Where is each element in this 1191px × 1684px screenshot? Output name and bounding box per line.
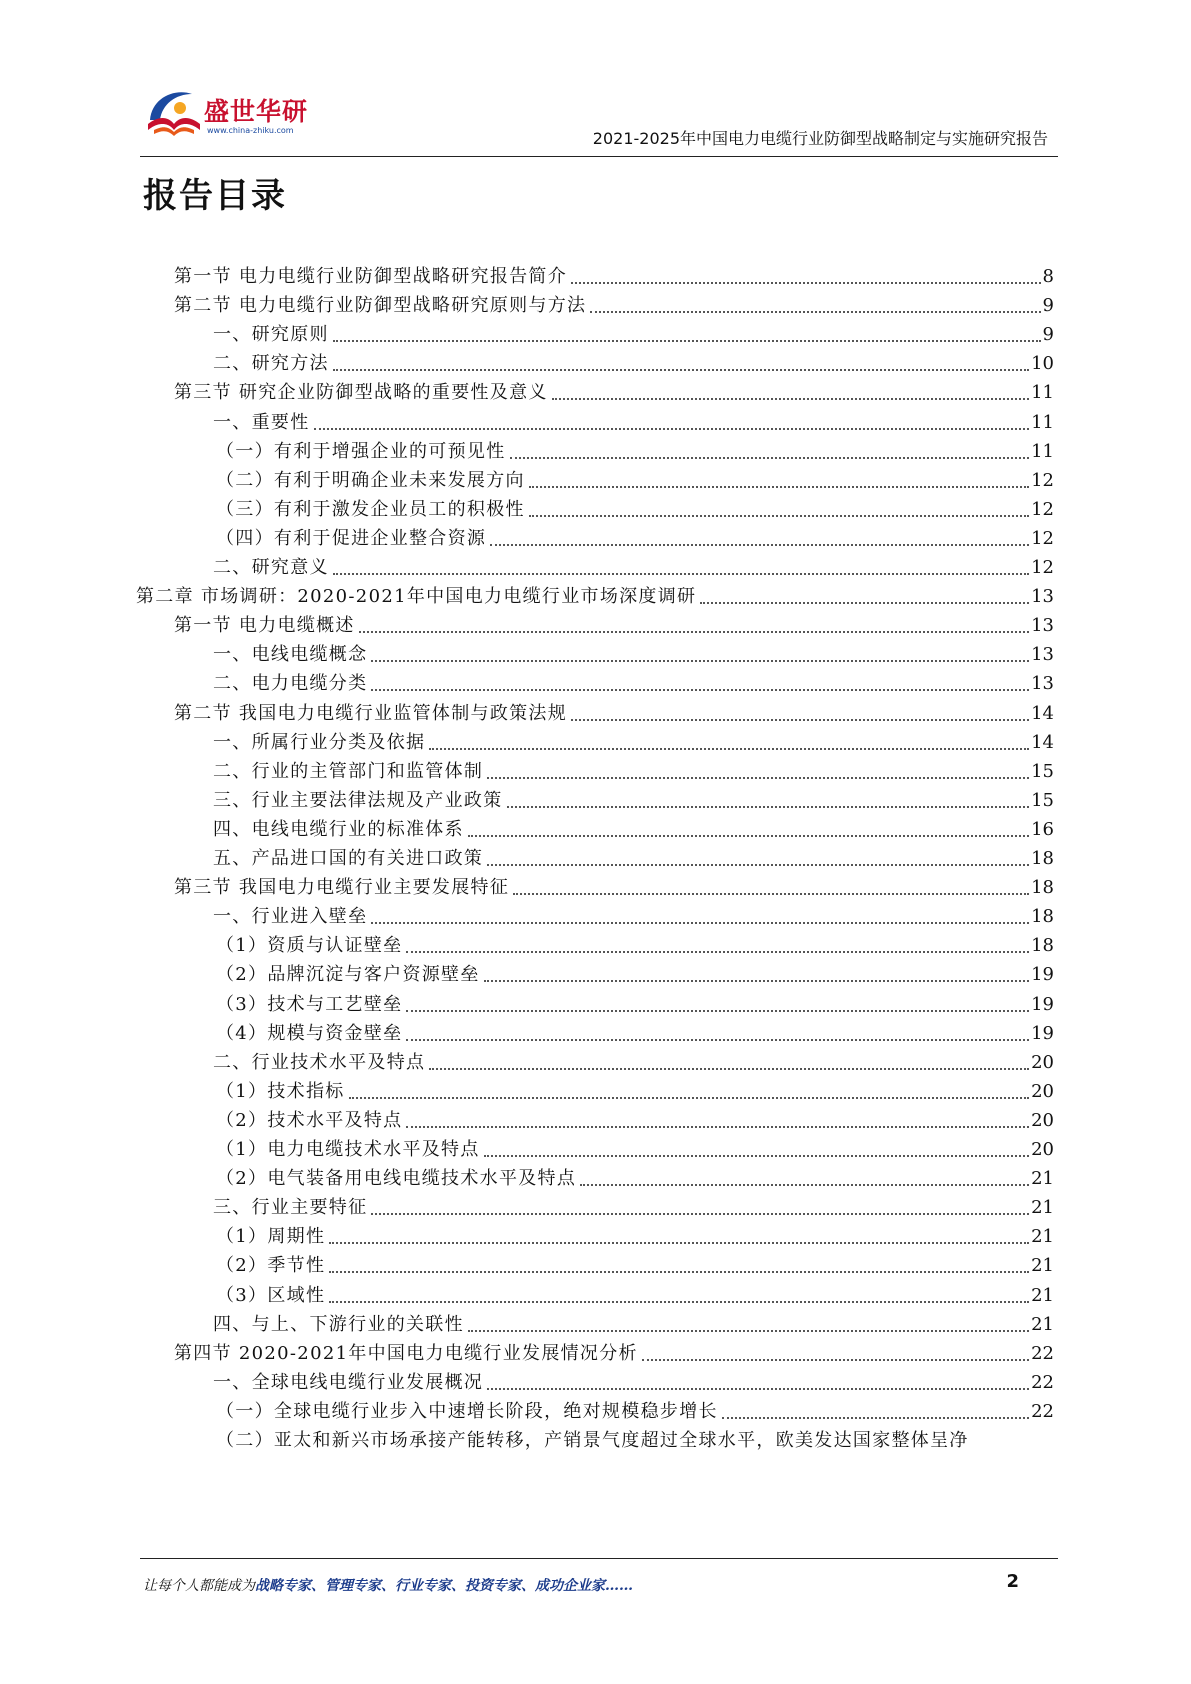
toc-dot-leader [507,806,1030,808]
toc-entry[interactable] [174,696,1054,726]
toc-entry-title: （三）有利于激发企业员工的积极性 [216,498,525,520]
toc-entry-title: （2）季节性 [216,1255,326,1277]
toc-entry[interactable] [216,1074,1054,1104]
toc-entry-title: （1）资质与认证壁垒 [216,935,403,957]
toc-dot-leader [406,1039,1029,1041]
toc-dot-leader [700,602,1029,604]
toc-dot-leader [571,282,1041,284]
toc-entry-page: 12 [1031,498,1054,520]
toc-entry[interactable] [213,899,1054,929]
toc-entry-title: （4）规模与资金壁垒 [216,1022,403,1044]
toc-dot-leader [333,573,1029,575]
toc-entry[interactable] [216,1103,1054,1133]
toc-entry-page: 21 [1031,1197,1054,1219]
toc-entry[interactable] [216,987,1054,1017]
toc-dot-leader [722,1417,1029,1419]
toc-entry-title: 三、行业主要法律法规及产业政策 [213,789,503,811]
toc-dot-leader [329,1242,1029,1244]
toc-entry-title: （2）技术水平及特点 [216,1109,403,1131]
toc-dot-leader [429,748,1029,750]
page-heading: 报告目录 [143,176,287,216]
toc-entry-title: 四、电线电缆行业的标准体系 [213,818,464,840]
toc-entry-page: 18 [1031,906,1054,928]
slogan-prefix: 让每个人都能成为 [143,1578,255,1594]
toc-entry-title: 第二章 市场调研：2020-2021年中国电力电缆行业市场深度调研 [136,586,697,608]
toc-dot-leader [529,515,1029,517]
toc-dot-leader [349,1097,1030,1099]
toc-entry[interactable] [216,492,1054,522]
toc-dot-leader [490,544,1029,546]
toc-entry-page: 12 [1031,557,1054,578]
toc-dot-leader [406,1010,1029,1012]
toc-entry-title: 二、行业技术水平及特点 [213,1051,426,1073]
toc-entry[interactable] [213,405,1054,435]
toc-entry-page: 12 [1031,469,1054,491]
toc-dot-leader [513,893,1029,895]
toc-dot-leader [371,1213,1029,1215]
toc-entry-page: 13 [1031,673,1054,695]
toc-dot-leader [406,951,1029,953]
toc-dot-leader [484,1155,1029,1157]
toc-dot-leader [314,428,1030,430]
toc-entry-title: （1）周期性 [216,1226,326,1248]
toc-dot-leader [571,719,1029,721]
toc-entry-title: （2）电气装备用电线电缆技术水平及特点 [216,1168,577,1190]
toc-entry-page: 21 [1031,1313,1054,1335]
toc-entry-page: 14 [1031,731,1054,753]
toc-entry-title: （3）区域性 [216,1284,326,1306]
toc-dot-leader [329,1301,1029,1303]
toc-entry-page: 15 [1031,760,1054,782]
toc-entry-title: （四）有利于促进企业整合资源 [216,527,487,549]
toc-dot-leader [333,369,1029,371]
toc-entry-title: 一、研究原则 [213,324,329,346]
toc-dot-leader [468,1330,1029,1332]
toc-entry-title: 五、产品进口国的有关进口政策 [213,848,484,869]
toc-entry-title: （二）有利于明确企业未来发展方向 [216,469,525,491]
toc-entry-page: 22 [1031,1400,1054,1422]
toc-entry-title: 第二节 电力电缆行业防御型战略研究原则与方法 [174,295,587,317]
toc-entry-page: 19 [1031,993,1054,1015]
toc-dot-leader [552,398,1029,400]
toc-entry-title: 一、全球电线电缆行业发展概况 [213,1371,484,1393]
toc-entry[interactable] [213,666,1054,696]
toc-entry-title: （1）电力电缆技术水平及特点 [216,1139,480,1160]
toc-entry[interactable] [216,957,1054,987]
toc-dot-leader [333,340,1041,342]
toc-entry-page: 22 [1031,1371,1054,1393]
toc-entry[interactable] [216,1248,1054,1278]
toc-entry[interactable] [174,1336,1054,1366]
toc-entry-page: 16 [1031,818,1054,840]
toc-entry-page: 11 [1031,411,1054,433]
toc-entry-title: 第三节 我国电力电缆行业主要发展特征 [174,877,510,899]
company-logo [144,80,314,146]
toc-entry-title: 第四节 2020-2021年中国电力电缆行业发展情况分析 [174,1342,638,1364]
toc-entry-page: 11 [1031,382,1054,404]
toc-entry-title: 二、研究方法 [213,353,329,375]
toc-entry-page: 18 [1031,848,1054,869]
toc-dot-leader [487,777,1029,779]
toc-entry-title: 二、研究意义 [213,557,329,578]
toc-dot-leader [487,864,1029,866]
toc-dot-leader [529,486,1029,488]
toc-entry-page: 11 [1031,440,1054,462]
toc-entry-page: 18 [1031,935,1054,957]
toc-entry-page: 13 [1031,586,1054,608]
toc-entry[interactable] [213,1307,1054,1337]
toc-entry[interactable] [216,928,1054,958]
toc-entry[interactable] [216,434,1054,464]
logo-name: 盛世华研 [204,97,309,126]
toc-entry[interactable] [213,783,1054,813]
toc-entry[interactable] [216,1016,1054,1046]
toc-dot-leader [510,457,1030,459]
toc-entry-title: 第一节 电力电缆行业防御型战略研究报告简介 [174,266,568,287]
toc-entry-title: （3）技术与工艺壁垒 [216,993,403,1015]
toc-entry[interactable] [213,1190,1054,1220]
toc-entry-title: 四、与上、下游行业的关联性 [213,1313,464,1335]
toc-entry-title: （二）亚太和新兴市场承接产能转移，产销景气度超过全球水平，欧美发达国家整体呈净 [216,1430,969,1451]
toc-dot-leader [371,660,1029,662]
toc-entry[interactable] [213,317,1054,347]
toc-entry-page: 10 [1031,353,1054,375]
report-title: 2021-2025年中国电力电缆行业防御型战略制定与实施研究报告 [592,129,1048,148]
toc-entry[interactable] [174,608,1054,638]
toc-entry-title: （1）技术指标 [216,1080,345,1102]
toc-entry-page: 19 [1031,964,1054,986]
toc-entry[interactable] [213,841,1054,871]
toc-entry-title: （一）全球电缆行业步入中速增长阶段，绝对规模稳步增长 [216,1400,718,1422]
toc-entry[interactable] [213,812,1054,842]
page-number: 2 [1006,1571,1019,1592]
toc-entry-title: （一）有利于增强企业的可预见性 [216,440,506,462]
toc-entry[interactable] [174,259,1054,289]
page-header [140,80,1058,158]
toc-entry[interactable] [213,346,1054,376]
toc-entry[interactable] [216,1394,1054,1424]
toc-entry[interactable] [174,375,1054,405]
toc-entry[interactable] [216,1219,1054,1249]
toc-entry-title: 一、所属行业分类及依据 [213,731,426,753]
toc-entry-title: 第三节 研究企业防御型战略的重要性及意义 [174,382,548,404]
toc-dot-leader [590,311,1040,313]
toc-entry-title: 一、重要性 [213,411,310,433]
toc-dot-leader [484,980,1029,982]
header-divider [140,156,1058,157]
toc-entry-title: 一、行业进入壁垒 [213,906,368,928]
toc-entry[interactable] [216,463,1054,493]
toc-entry[interactable] [216,1161,1054,1191]
toc-entry-page: 22 [1031,1342,1054,1364]
toc-dot-leader [359,631,1029,633]
toc-entry-page: 15 [1031,789,1054,811]
toc-dot-leader [580,1184,1029,1186]
toc-entry-title: 三、行业主要特征 [213,1197,368,1219]
toc-entry[interactable] [136,579,1054,609]
toc-entry-page: 20 [1031,1139,1054,1160]
toc-entry-page: 21 [1031,1255,1054,1277]
toc-entry-page: 21 [1031,1168,1054,1190]
toc-entry-page: 19 [1031,1022,1054,1044]
toc-dot-leader [329,1271,1029,1273]
toc-dot-leader [642,1359,1029,1361]
toc-entry-title: 第一节 电力电缆概述 [174,615,355,637]
toc-dot-leader [371,922,1029,924]
toc-entry[interactable] [213,1365,1054,1395]
toc-entry-page: 18 [1031,877,1054,899]
toc-entry-page: 13 [1031,644,1054,666]
toc-entry-page: 13 [1031,615,1054,637]
toc-entry[interactable] [216,1278,1054,1308]
toc-entry-page: 12 [1031,527,1054,549]
toc-entry[interactable] [174,870,1054,900]
toc-entry-page: 20 [1031,1109,1054,1131]
toc-entry-page: 21 [1031,1284,1054,1306]
toc-entry-page: 20 [1031,1080,1054,1102]
toc-entry[interactable] [216,1423,1054,1453]
toc-entry-title: （2）品牌沉淀与客户资源壁垒 [216,964,480,986]
toc-entry[interactable] [216,521,1054,551]
toc-entry-title: 二、电力电缆分类 [213,673,368,695]
toc-entry[interactable] [213,725,1054,755]
slogan-highlight: 战略专家、管理专家、行业专家、投资专家、成功企业家…… [255,1578,633,1594]
logo-url: www.china-zhiku.com [207,126,294,135]
toc-dot-leader [487,1388,1029,1390]
toc-entry-title: 一、电线电缆概念 [213,644,368,666]
toc-entry[interactable] [216,1132,1054,1162]
toc-entry-page: 20 [1031,1051,1054,1073]
toc-dot-leader [429,1068,1029,1070]
toc-entry-page: 14 [1031,702,1054,724]
footer-divider [140,1558,1058,1559]
toc-entry-page: 9 [1042,295,1054,317]
toc-entry[interactable] [174,288,1054,318]
toc-entry-page: 21 [1031,1226,1054,1248]
footer-slogan [143,1575,633,1595]
toc-entry-title: 二、行业的主管部门和监管体制 [213,760,484,782]
toc-entry[interactable] [213,550,1054,580]
toc-dot-leader [371,689,1029,691]
toc-dot-leader [468,835,1029,837]
toc-dot-leader [406,1126,1029,1128]
toc-entry-title: 第二节 我国电力电缆行业监管体制与政策法规 [174,702,568,724]
toc-entry[interactable] [213,754,1054,784]
toc-entry[interactable] [213,637,1054,667]
book-logo-icon [144,80,204,140]
toc-entry-page: 8 [1042,266,1054,287]
toc-entry-page: 9 [1042,324,1054,346]
toc-entry[interactable] [213,1045,1054,1075]
